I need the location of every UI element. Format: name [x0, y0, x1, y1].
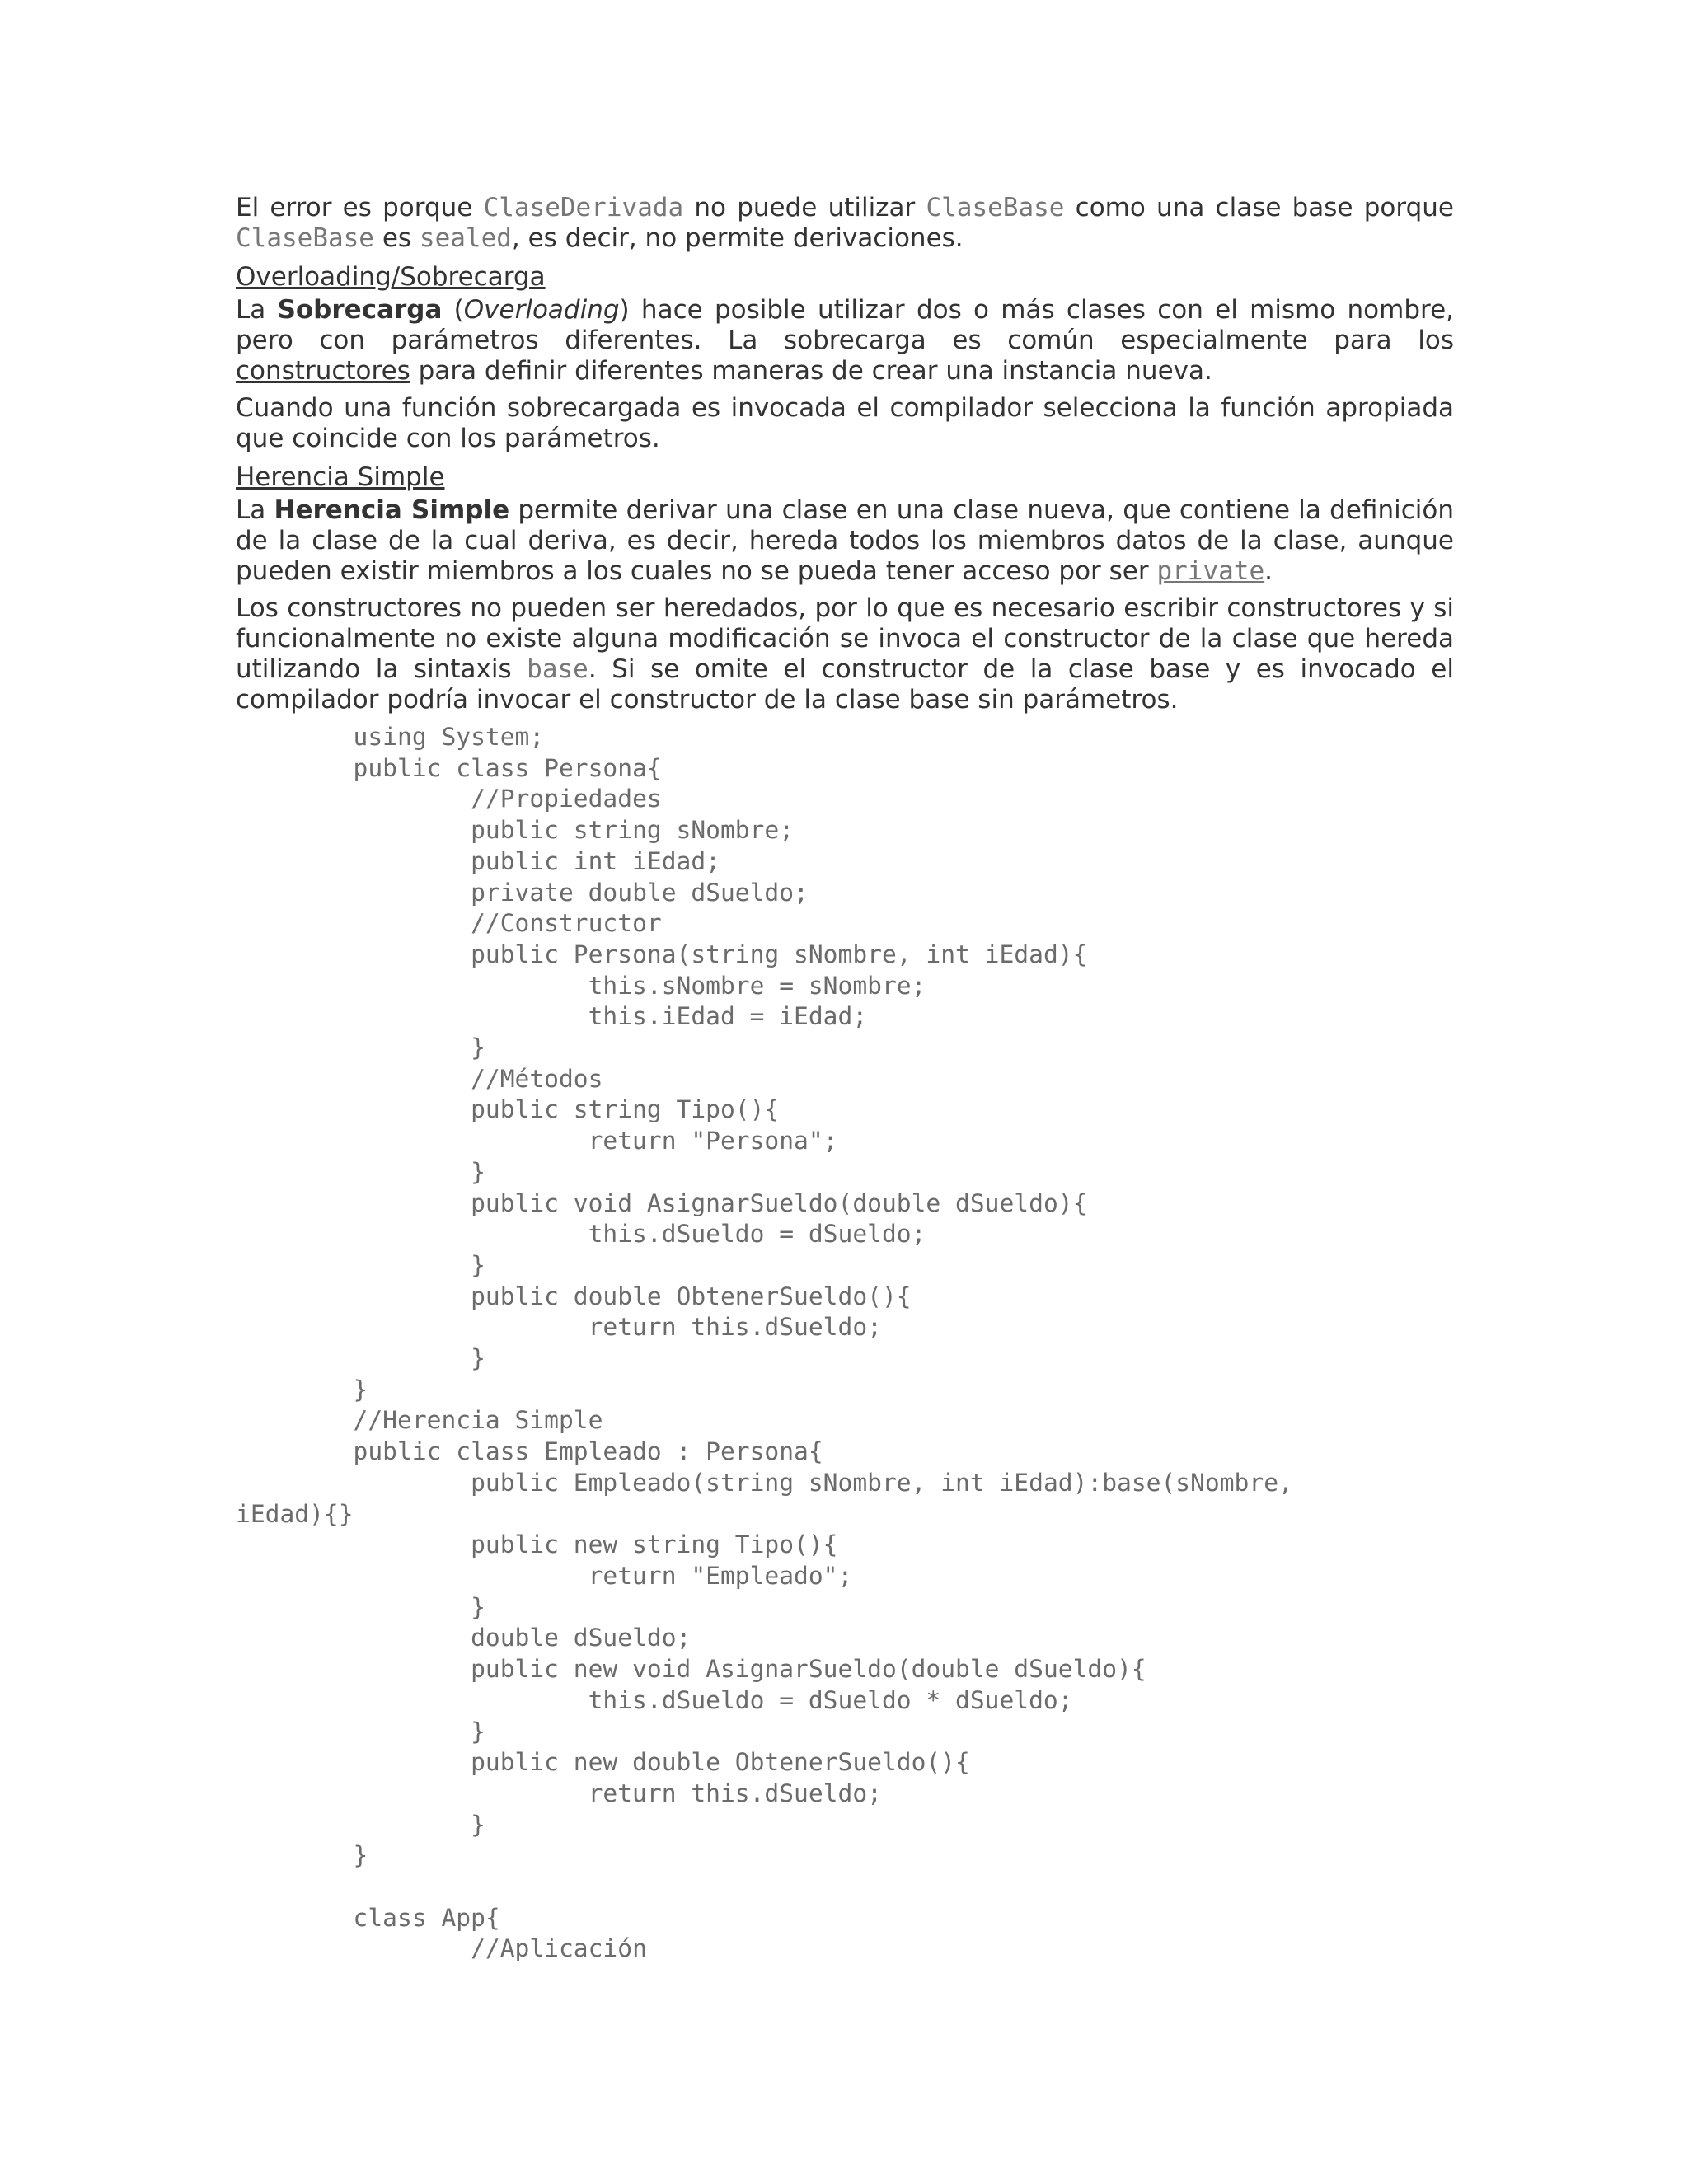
code-block: using System; public class Persona{ //Propiedades public string sNombre; public int iEdad; private double dSueldo; //Constructor public Persona(string sNombre, int iEdad){ this.sNombre = sNombre; this.iEdad = iEdad; } //Métodos public string Tipo(){ return "Persona"; } public void AsignarSueldo(double dSueldo){ this.dSueldo = dSueldo; } public double ObtenerSueldo(){ return this.dSueldo; } } //Herencia Simple public class Empleado : Persona{ public Empleado(string sNombre, int iEdad):base(sNombre, iEdad){} public new string Tipo(){ return "Empleado"; } double dSueldo; public new void AsignarSueldo(double dSueldo){ this.dSueldo = dSueldo * dSueldo; } public new double ObtenerSueldo(){ return this.dSueldo; } } class App{ //Aplicación [236, 723, 1293, 1963]
paragraph-constructores [236, 593, 1454, 715]
heading-herencia-simple: Herencia Simple [236, 462, 445, 492]
text: no puede utilizar [683, 193, 926, 223]
text: El error es porque [236, 193, 484, 223]
italic-term-overloading: Overloading [463, 295, 620, 325]
text: para definir diferentes maneras de crear una instancia nueva. [410, 356, 1212, 386]
paragraph-sobrecarga [236, 295, 1454, 387]
inline-code-base: base [527, 654, 588, 684]
text: La [236, 495, 274, 525]
bold-term-herencia-simple: Herencia Simple [274, 495, 510, 525]
inline-code-clasederivada: ClaseDerivada [483, 193, 684, 223]
heading-overloading: Overloading/Sobrecarga [236, 262, 546, 292]
link-constructores[interactable]: constructores [236, 356, 410, 386]
text: . Si se omite el constructor de la clase base y es invocado el compilador podría invocar el constructor de la clase base sin parámetros. [236, 654, 1454, 715]
text: es [373, 223, 420, 253]
inline-code-private: private [1156, 556, 1265, 586]
text: , es decir, no permite derivaciones. [511, 223, 964, 253]
inline-code-clasebase: ClaseBase [926, 193, 1065, 223]
text: ( [442, 295, 464, 325]
text: ) hace posible utilizar dos o más clases con el mismo nombre, pero con parámetros diferentes. La sobrecarga es común especialmente para los [236, 295, 1455, 355]
paragraph-herencia-simple [236, 495, 1454, 587]
inline-code-sealed: sealed [419, 223, 512, 253]
text: como una clase base porque [1064, 193, 1454, 223]
text: Los constructores no pueden ser heredados, por lo que es necesario escribir constructores y si funcionalmente no existe alguna modificación se invoca el constructor de la clase que hereda utilizando la sintaxis [236, 593, 1454, 684]
document-body [236, 193, 1454, 1965]
text: . [1264, 556, 1273, 586]
text: permite derivar una clase en una clase nueva, que contiene la definición de la clase de la cual deriva, es decir, hereda todos los miembros datos de la clase, aunque pueden existir miembros a los cuales no se pueda tener acceso por ser [236, 495, 1454, 586]
text: La [236, 295, 278, 325]
paragraph-funcion-sobrecargada: Cuando una función sobrecargada es invocada el compilador selecciona la función apropiada que coincide con los parámetros. [236, 393, 1454, 453]
inline-code-clasebase: ClaseBase [236, 223, 374, 253]
bold-term-sobrecarga: Sobrecarga [277, 295, 443, 325]
paragraph-sealed-error [236, 193, 1454, 254]
